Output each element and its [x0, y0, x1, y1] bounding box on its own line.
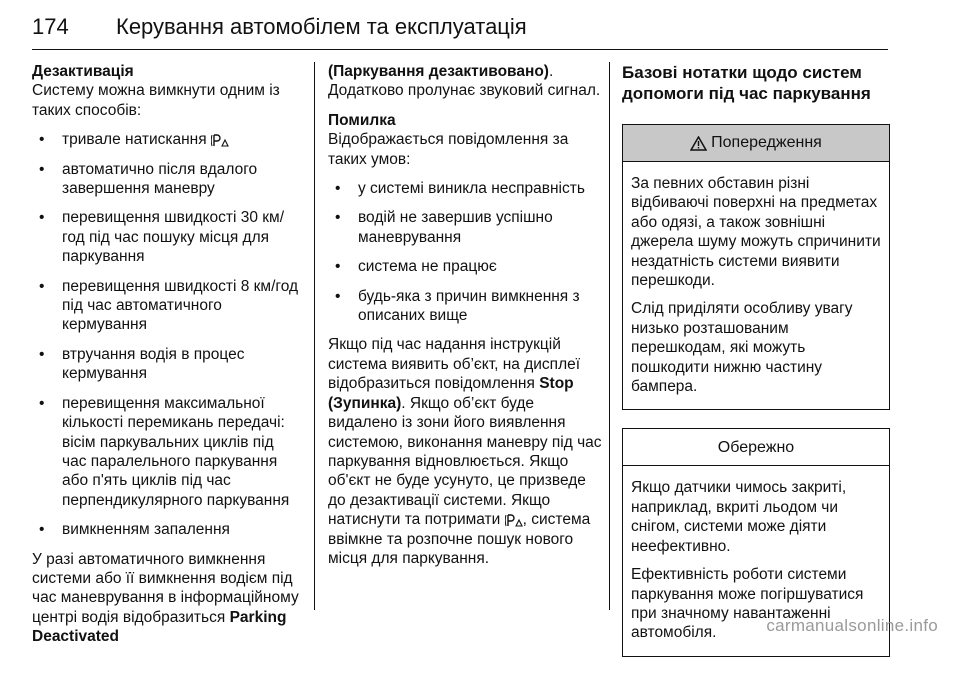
page-title: Керування автомобілем та експлуатація — [116, 14, 527, 39]
list-item — [32, 277, 300, 335]
park-assist-icon — [211, 134, 229, 147]
list-item — [32, 520, 300, 539]
warning-box — [622, 124, 890, 410]
outro-text: У разі автоматичного вимкнення системи або її вимкнення водієм під час маневрування в інформаційному центрі водія відобразиться — [32, 550, 299, 626]
list-item-text: автоматично після вдалого завершення маневру — [62, 160, 258, 198]
caution-title: Обережно — [717, 438, 795, 456]
list-item — [32, 208, 300, 266]
warning-box-header — [623, 125, 889, 162]
bullet: • — [39, 277, 45, 295]
deactivation-heading: Дезактивація — [32, 63, 134, 80]
list-item-text: будь-яка з причин вимкнення з описаних вище — [358, 287, 580, 325]
column-error — [328, 62, 604, 568]
deactivated-note — [328, 62, 604, 101]
list-item-text: перевищення максимальної кількості перемикань передачі: вісім паркувальних циклів під час паралельного паркування або п'ять циклів під час перпендикулярного паркування — [62, 394, 290, 509]
column-deactivation — [32, 62, 300, 647]
bullet: • — [39, 345, 45, 363]
bullet: • — [335, 287, 341, 305]
watermark: carmanualsonline.info — [766, 616, 938, 635]
error-intro: Відображається повідомлення за таких умов: — [328, 131, 569, 168]
bullet: • — [39, 521, 45, 539]
stop-text-a: Якщо під час надання інструкцій система виявить об’єкт, на дисплеї відобразиться повідомлення — [328, 336, 581, 393]
list-item-text: вимкненням запалення — [62, 521, 230, 539]
list-item — [328, 287, 604, 326]
deactivation-intro: Систему можна вимкнути одним із таких способів: — [32, 82, 280, 119]
caution-text: Ефективність роботи системи паркування може погіршуватися при значному навантаженні автомобіля. — [631, 566, 864, 642]
bullet: • — [39, 131, 45, 149]
list-item — [32, 130, 300, 149]
list-item-text: водій не завершив успішно маневрування — [358, 209, 553, 246]
column-divider — [609, 62, 610, 610]
stop-text-b: . Якщо об’єкт буде видалено із зони його виявлення системою, виконання маневру під час паркування відновлюється. Якщо об'єкт не буде усунуто, це призведе до дезактивації системи. Якщо натиснути та потримати — [328, 394, 602, 529]
list-item — [32, 345, 300, 384]
deactivated-note-text: . Додатково пролунає звуковий сигнал. — [328, 63, 601, 100]
column-basic-notes — [622, 62, 890, 675]
bullet: • — [39, 160, 45, 178]
warning-box-body — [623, 162, 889, 409]
bullet: • — [39, 209, 45, 227]
deactivation-list — [32, 130, 300, 539]
list-item — [32, 394, 300, 510]
error-heading: Помилка — [328, 111, 396, 129]
list-item — [328, 257, 604, 276]
basic-notes-heading: Базові нотатки щодо систем допомоги під час паркування — [622, 63, 871, 103]
list-item-text: перевищення швидкості 30 км/год під час пошуку місця для паркування — [62, 209, 285, 266]
list-item-text: перевищення швидкості 8 км/год під час автоматичного кермування — [62, 277, 299, 334]
bullet: • — [335, 209, 341, 227]
list-item-text: у системі виникла несправність — [358, 180, 585, 198]
bullet: • — [335, 258, 341, 276]
warning-text: За певних обставин різні відбиваючі поверхні на предметах або одязі, а також зовнішні джерела шуму можуть спричинити нездатність системи виявити перешкоди. — [631, 175, 881, 290]
list-item-text: тривале натискання — [62, 131, 207, 149]
list-item — [328, 208, 604, 247]
stop-message: Stop — [539, 375, 574, 393]
deactivation-outro — [32, 550, 300, 647]
stop-translation: (Зупинка) — [328, 394, 402, 412]
stop-paragraph — [328, 335, 604, 568]
deactivated-translation: (Паркування дезактивовано) — [328, 63, 549, 80]
stop-text-c: , система ввімкне та розпочне пошук нового місця для паркування. — [328, 511, 591, 567]
park-assist-icon — [505, 514, 523, 527]
column-divider — [314, 62, 315, 610]
list-item — [328, 179, 604, 198]
bullet: • — [335, 180, 341, 198]
page-header — [32, 14, 888, 48]
list-item — [32, 160, 300, 199]
warning-triangle-icon — [690, 136, 707, 151]
header-rule — [32, 49, 888, 50]
warning-title: Попередження — [711, 134, 822, 152]
list-item-text: система не працює — [358, 258, 497, 276]
bullet: • — [39, 394, 45, 412]
error-list — [328, 179, 604, 325]
page-number: 174 — [32, 14, 69, 39]
list-item-text: втручання водія в процес кермування — [62, 345, 245, 383]
warning-text: Слід приділяти особливу увагу низько розташованим перешкодам, які можуть пошкодити нижню частину бампера. — [631, 300, 853, 396]
caution-text: Якщо датчики чимось закриті, наприклад, вкриті льодом чи снігом, системи може діяти неефективно. — [631, 479, 847, 555]
caution-box-header — [623, 429, 889, 466]
parking-deactivated-message: Parking Deactivated — [32, 608, 287, 646]
